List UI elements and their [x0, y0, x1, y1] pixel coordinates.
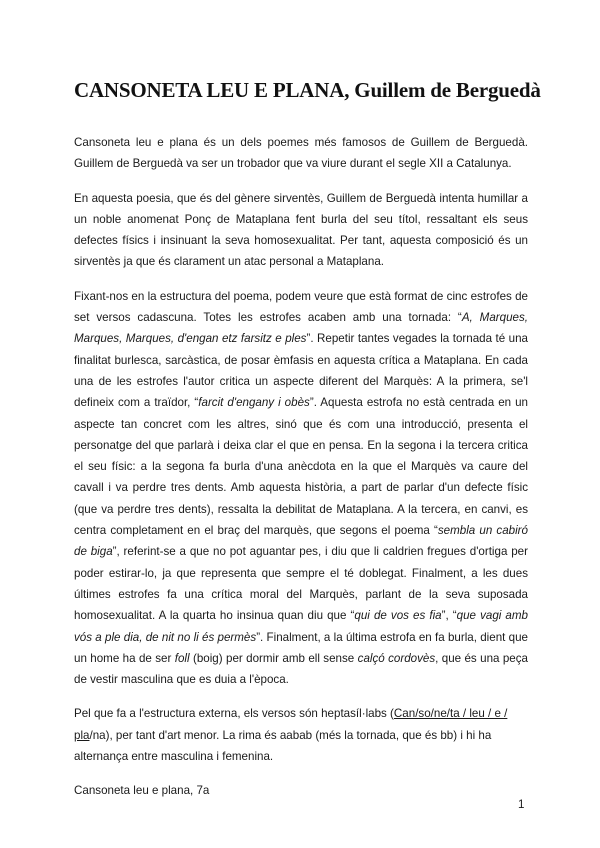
analysis-text: ”, referint-se a que no pot aguantar pes, i diu que li caldrien fregues d'ortiga per poder estirar-lo, ja que representa que sempre el té doblegat. Finalment, a les dues últimes estrofes fa una crítica moral del Marquès, parlant de la seva suposada homosexualitat. A la quarta ho insinua quan diu que “	[74, 545, 528, 623]
quote-foll: foll	[174, 651, 190, 665]
intro-paragraph: Cansoneta leu e plana és un dels poemes més famosos de Guillem de Berguedà. Guillem de Berguedà va ser un trobador que va viure durant el segle XII a Catalunya.	[74, 136, 528, 171]
quote-tornada: A, Marques, Marques, Marques, d'engan etz farsitz e ples	[74, 311, 528, 346]
document-body	[74, 132, 528, 815]
quote-calco: calçó cordovès	[357, 651, 436, 665]
analysis-text: ”. Finalment, a la última estrofa en fa burla, dient que un home ha de ser	[74, 630, 528, 665]
analysis-text: (boig) per dormir amb ell sense	[189, 651, 358, 665]
analysis-text: ”, “	[441, 609, 457, 623]
analysis-text: Fixant-nos en la estructura del poema, podem veure que està format de cinc estrofes de set versos cadascuna. Totes les estrofes acaben amb una tornada: “	[74, 289, 528, 325]
quote-cabiro: sembla un cabiró de biga	[74, 524, 528, 559]
analysis-text: ”. Repetir tantes vegades la tornada té una finalitat burlesca, sarcàstica, de posar èmfasis en aquesta crítica a Mataplana. En cada una de les estrofes l'autor critica un aspecte diferent del Marquès: A la primera, se'l defineix com a traïdor, “	[74, 332, 528, 410]
document-title: CANSONETA LEU E PLANA, Guillem de Berguedà	[74, 78, 541, 102]
analysis-paragraph	[74, 286, 528, 691]
external-text: /na), per tant d'art menor. La rima és aabab (més la tornada, que és bb) i hi ha alternança entre masculina i femenina.	[74, 728, 492, 764]
context-paragraph: En aquesta poesia, que és del gènere sirventès, Guillem de Berguedà intenta humillar a un noble anomenat Ponç de Mataplana fent burla del seu títol, ressaltant els seus defectes físics i insinuant la seva homosexualitat. Per tant, aquesta composició és un sirventès ja que és clarament un atac personal a Mataplana.	[74, 191, 528, 269]
analysis-text: ”. Aquesta estrofa no està centrada en un aspecte tan concret com les altres, sinó que és com una introducció, presenta el personatge del que parlarà i deixa clar el que en pensa. En la segona i la tercera critica el seu físic: a la segona fa burla d'una anècdota en la que el Marquès va caure del cavall i va perdre tres dents. Amb aquesta història, a part de parlar d'un defecte físic (que va perdre tres dents), ressalta la debilitat de Mataplana. A la tercera, en canvi, es centra completament en el braç del marquès, que segons el poema “	[74, 396, 528, 538]
poem-subheading: Cansoneta leu e plana, 7a	[74, 784, 210, 798]
quote-fia: qui de vos es fia	[354, 609, 442, 623]
page-number: 1	[518, 798, 525, 811]
external-structure-paragraph	[74, 703, 528, 767]
syllable-division: Can/so/ne/ta / leu / e / pla	[74, 707, 508, 742]
quote-farcit: farcit d'engany i obès	[198, 396, 310, 410]
external-text: Pel que fa a l'estructura externa, els versos són heptasíl·labs (	[74, 707, 394, 721]
quote-ple-dia: que vagi amb vós a ple dia, de nit no li és permès	[74, 609, 528, 644]
analysis-text: , que és una peça de vestir masculina que es duia a l'època.	[74, 651, 528, 687]
